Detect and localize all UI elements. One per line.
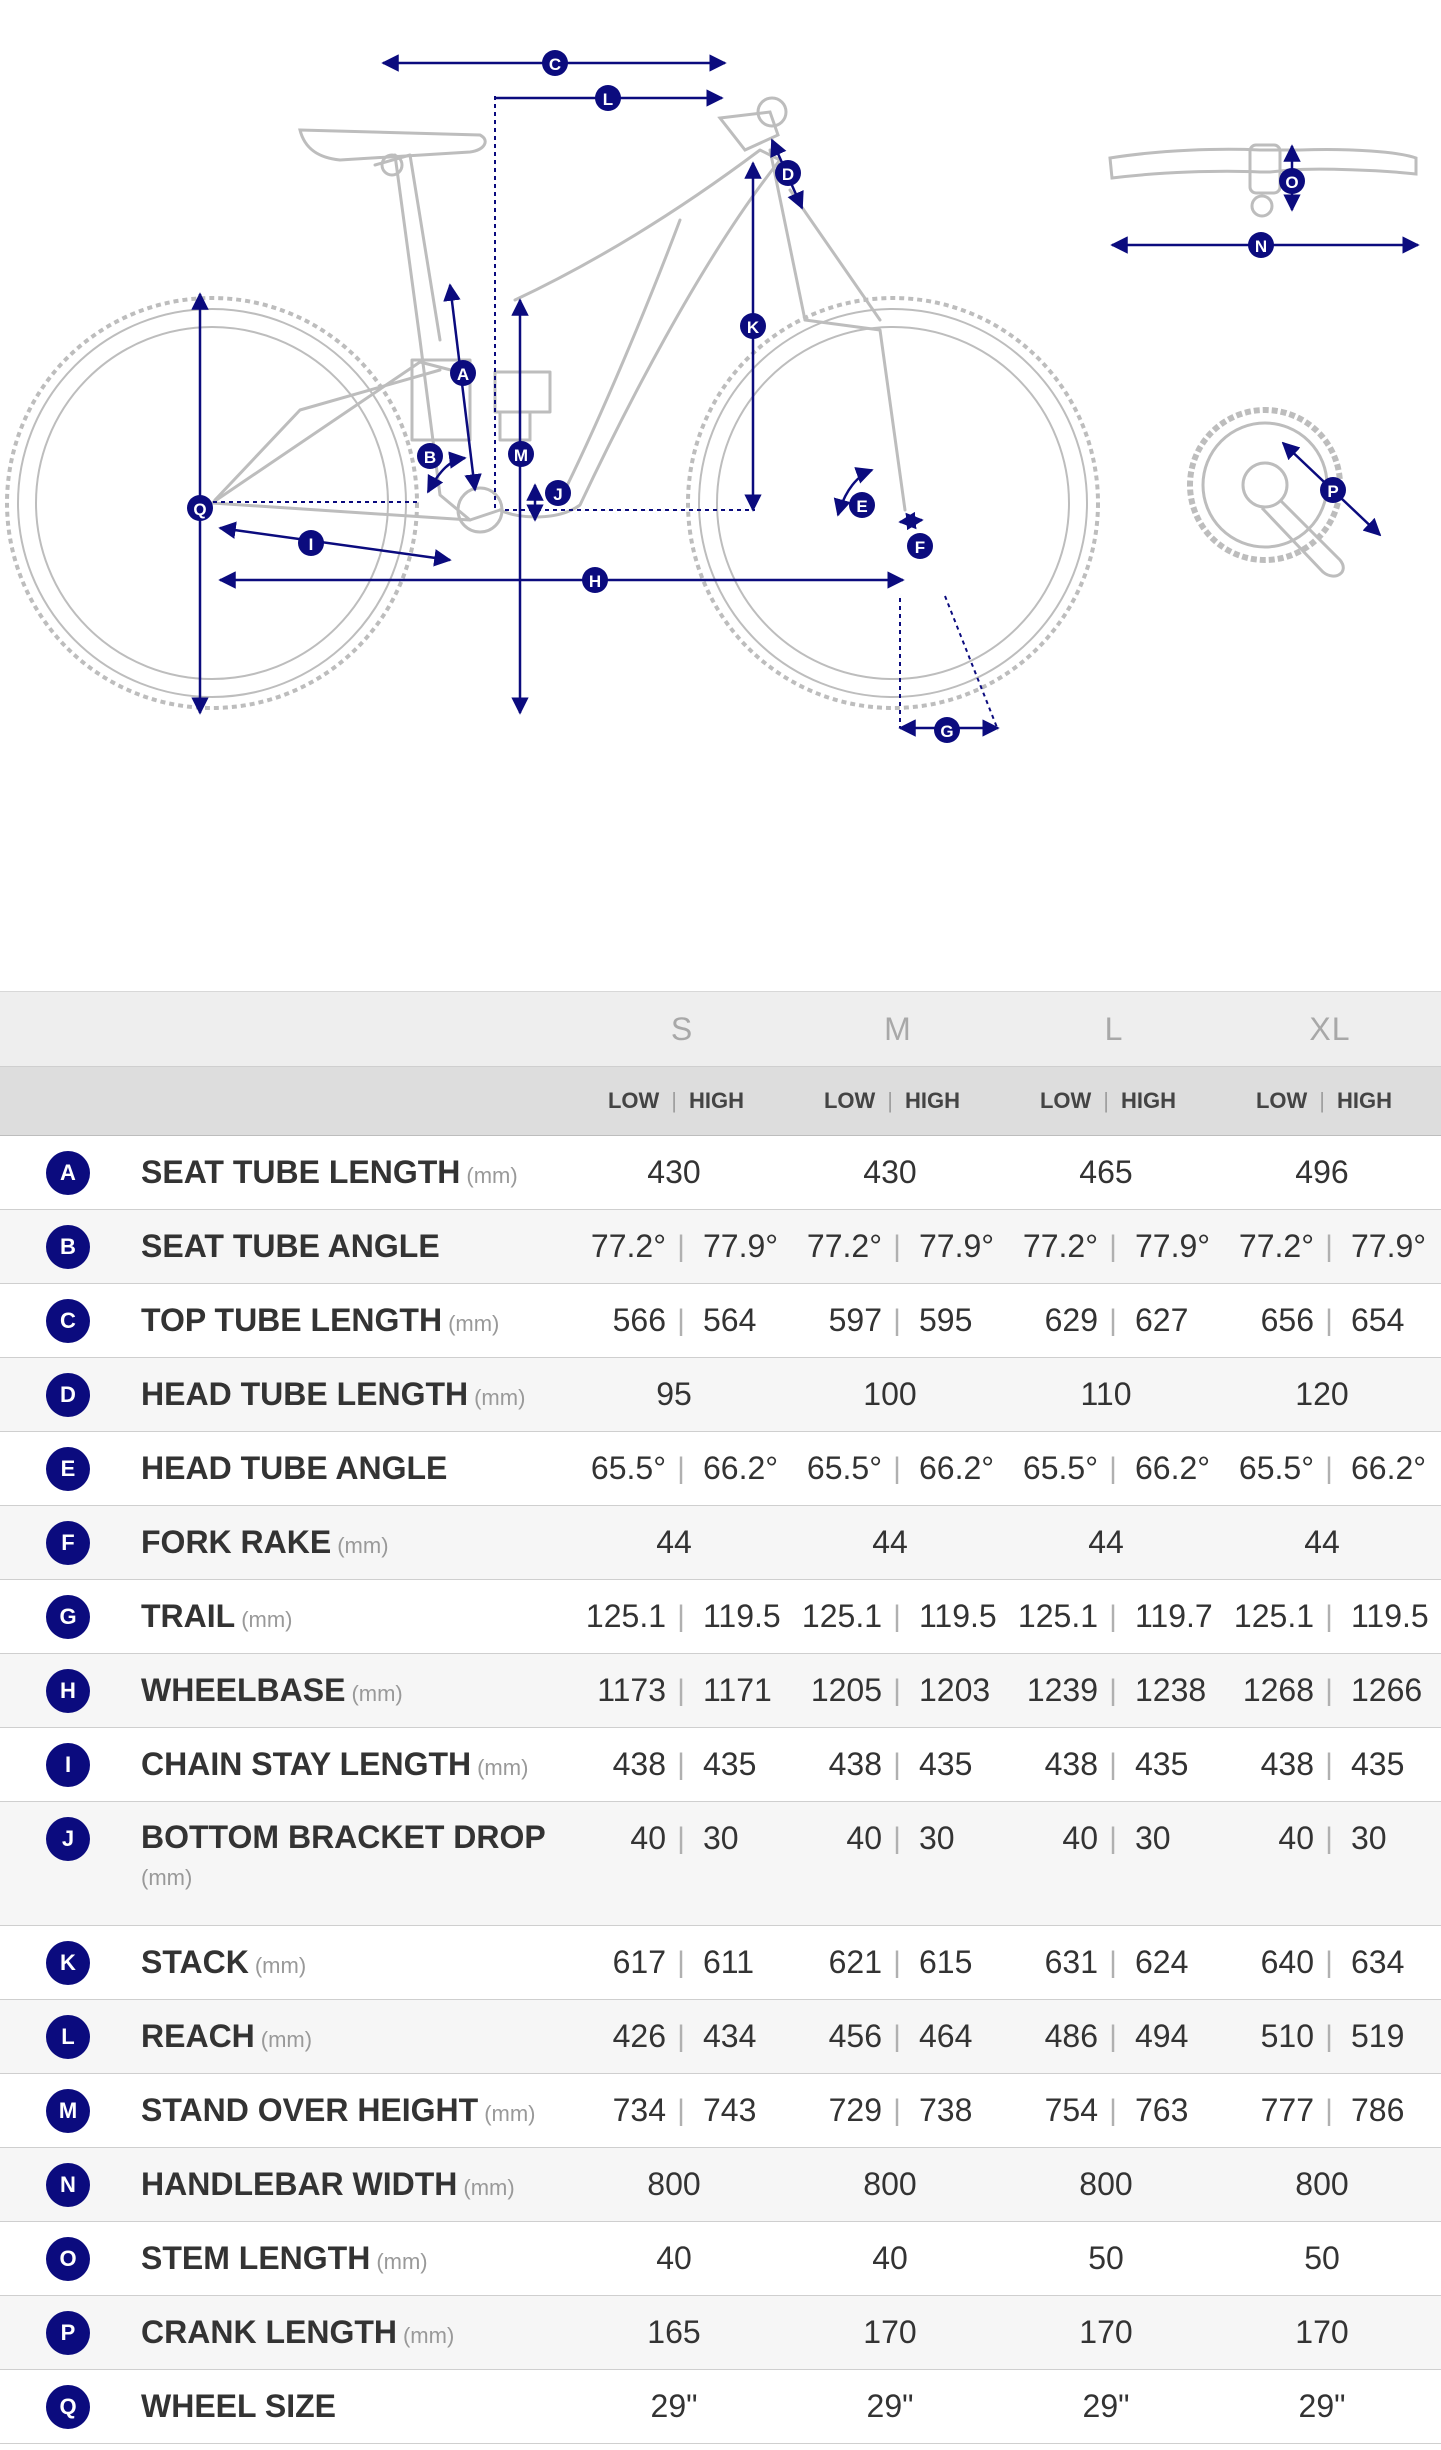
cell-separator: | [1325, 1230, 1333, 1263]
cell-separator: | [893, 1304, 901, 1337]
cell-high: 1238 [1135, 1672, 1207, 1708]
table-row [0, 1358, 1441, 1432]
row-badge: D [46, 1373, 90, 1417]
svg-text:J: J [553, 485, 563, 504]
row-label-text: REACH [141, 2018, 255, 2054]
cell-separator: | [893, 1748, 901, 1781]
cell-low: 631 [1044, 1944, 1098, 1980]
cell-value: 44 [1304, 1524, 1340, 1560]
cell-high: 30 [703, 1820, 739, 1856]
svg-text:N: N [1254, 237, 1268, 256]
cell-low: 1173 [597, 1672, 666, 1708]
cell-value: 50 [1304, 2240, 1340, 2276]
low-label: LOW [607, 1088, 660, 1113]
row-badge: G [46, 1595, 90, 1639]
marker-M [508, 441, 534, 467]
low-high-label [1216, 1067, 1432, 1135]
row-unit: (mm) [402, 2323, 455, 2348]
row-badge: N [46, 2163, 90, 2207]
cell-separator: | [677, 2020, 685, 2053]
reference-lines [213, 96, 998, 730]
cell-value: 465 [1079, 1154, 1133, 1190]
row-label-text: TOP TUBE LENGTH [141, 1302, 443, 1338]
cell-value: 800 [863, 2166, 917, 2202]
table-row [0, 2148, 1441, 2222]
svg-text:M: M [513, 446, 529, 465]
marker-I [298, 530, 324, 556]
cell-value: 44 [1088, 1524, 1124, 1560]
cell-high: 611 [703, 1944, 755, 1980]
size-label-s: S [670, 1011, 694, 1047]
cell-value: 170 [1079, 2314, 1133, 2350]
bike-geometry-diagram [0, 0, 1441, 990]
cell-separator: | [1325, 1600, 1333, 1633]
handlebar-detail [1110, 145, 1416, 216]
marker-H [582, 567, 608, 593]
cell-low: 125.1 [1017, 1598, 1098, 1634]
row-badge: B [46, 1225, 90, 1269]
row-label [141, 1506, 389, 1579]
row-badge: K [46, 1941, 90, 1985]
cell-high: 434 [703, 2018, 757, 2054]
row-label [141, 2074, 536, 2147]
marker-F [907, 533, 933, 559]
cell-high: 435 [1351, 1746, 1405, 1782]
marker-L [595, 85, 621, 111]
cell-separator: | [893, 1674, 901, 1707]
cell-separator: | [1109, 1822, 1117, 1855]
high-label: HIGH [905, 1088, 961, 1113]
cell-value: 800 [1079, 2166, 1133, 2202]
marker-Q [187, 495, 213, 521]
row-unit: (mm) [241, 1607, 293, 1632]
cell-separator: | [1109, 1600, 1117, 1633]
cell-separator: | [893, 2020, 901, 2053]
row-label-text: STEM LENGTH [141, 2240, 371, 2276]
table-row [0, 1728, 1441, 1802]
cell-high: 1266 [1351, 1672, 1423, 1708]
row-label-text: HANDLEBAR WIDTH [141, 2166, 458, 2202]
row-badge: I [46, 1743, 90, 1787]
cell-separator: | [1109, 1452, 1117, 1485]
row-badge: M [46, 2089, 90, 2133]
cell-value: 44 [872, 1524, 908, 1560]
row-label [141, 1284, 499, 1357]
saddle [300, 130, 485, 175]
row-label [141, 1580, 293, 1653]
row-label-text: STACK [141, 1944, 249, 1980]
svg-text:G: G [940, 722, 954, 741]
cell-separator: | [1109, 1946, 1117, 1979]
cell-high: 77.9° [1351, 1228, 1427, 1264]
row-unit: (mm) [376, 2249, 428, 2274]
low-high-label [784, 1067, 1000, 1135]
low-label: LOW [823, 1088, 876, 1113]
row-unit: (mm) [260, 2027, 313, 2052]
row-unit: (mm) [463, 2175, 515, 2200]
row-badge: F [46, 1521, 90, 1565]
row-badge: H [46, 1669, 90, 1713]
cell-high: 119.5 [703, 1598, 781, 1634]
high-label: HIGH [689, 1088, 745, 1113]
svg-text:C: C [548, 55, 562, 74]
cell-low: 125.1 [1233, 1598, 1314, 1634]
cell-value: 29" [866, 2388, 914, 2424]
separator: | [1319, 1088, 1326, 1113]
cell-separator: | [1109, 2094, 1117, 2127]
cell-high: 77.9° [703, 1228, 779, 1264]
cell-high: 30 [1135, 1820, 1171, 1856]
row-label-text: CRANK LENGTH [141, 2314, 397, 2350]
svg-text:Q: Q [193, 500, 207, 519]
cell-value: 95 [656, 1376, 692, 1412]
row-label [141, 2296, 454, 2369]
row-label [141, 2148, 515, 2221]
cell-separator: | [677, 1822, 685, 1855]
cell-separator: | [677, 1304, 685, 1337]
row-label [141, 1728, 528, 1801]
row-label [141, 1654, 403, 1727]
cell-low: 629 [1044, 1302, 1098, 1338]
svg-text:O: O [1285, 173, 1299, 192]
geometry-rows [0, 1136, 1441, 2444]
row-label [141, 1358, 525, 1431]
cell-low: 621 [828, 1944, 882, 1980]
cell-value: 800 [1295, 2166, 1349, 2202]
row-label-text: WHEELBASE [141, 1672, 346, 1708]
svg-text:E: E [856, 497, 868, 516]
row-label-text: HEAD TUBE ANGLE [141, 1450, 448, 1486]
cell-low: 456 [828, 2018, 882, 2054]
cell-high: 595 [919, 1302, 973, 1338]
cell-value: 29" [1082, 2388, 1130, 2424]
cell-high: 119.5 [1351, 1598, 1429, 1634]
cell-value: 29" [650, 2388, 698, 2424]
row-label [141, 2000, 312, 2073]
cell-separator: | [893, 1230, 901, 1263]
row-unit: (mm) [466, 1163, 518, 1188]
row-unit: (mm) [351, 1681, 403, 1706]
low-high-label [568, 1067, 784, 1135]
cell-separator: | [1325, 1822, 1333, 1855]
cell-separator: | [677, 1748, 685, 1781]
cell-value: 29" [1298, 2388, 1346, 2424]
cell-low: 1239 [1026, 1672, 1098, 1708]
table-row [0, 1802, 1441, 1926]
table-row [0, 2222, 1441, 2296]
cell-low: 77.2° [806, 1228, 882, 1264]
cell-separator: | [1325, 2094, 1333, 2127]
high-label: HIGH [1121, 1088, 1177, 1113]
cell-separator: | [677, 1674, 685, 1707]
marker-E [849, 492, 875, 518]
cell-separator: | [677, 2094, 685, 2127]
cell-separator: | [1325, 1748, 1333, 1781]
size-label-xl: XL [1309, 1011, 1351, 1047]
cell-separator: | [677, 1946, 685, 1979]
cell-low: 65.5° [806, 1450, 882, 1486]
table-row [0, 1926, 1441, 2000]
row-label-text: BOTTOM BRACKET DROP [141, 1819, 546, 1855]
row-unit: (mm) [254, 1953, 307, 1978]
cell-value: 110 [1080, 1376, 1132, 1412]
cell-value: 430 [647, 1154, 701, 1190]
cell-low: 40 [846, 1820, 882, 1856]
cell-high: 119.5 [919, 1598, 997, 1634]
separator: | [887, 1088, 894, 1113]
table-row [0, 2074, 1441, 2148]
cell-separator: | [677, 1452, 685, 1485]
low-high-label [1000, 1067, 1216, 1135]
cell-low: 640 [1260, 1944, 1314, 1980]
cell-low: 438 [1260, 1746, 1314, 1782]
cell-separator: | [1325, 1304, 1333, 1337]
cell-high: 654 [1351, 1302, 1405, 1338]
cell-high: 435 [703, 1746, 757, 1782]
row-badge: J [46, 1817, 90, 1861]
svg-text:H: H [588, 572, 602, 591]
row-label [141, 1926, 306, 1999]
cell-value: 50 [1088, 2240, 1124, 2276]
cell-low: 438 [1044, 1746, 1098, 1782]
marker-P [1320, 477, 1346, 503]
cell-low: 734 [612, 2092, 666, 2128]
cell-separator: | [893, 1946, 901, 1979]
marker-O [1279, 168, 1305, 194]
row-badge: C [46, 1299, 90, 1343]
size-label-m: M [884, 1011, 912, 1047]
table-row [0, 1506, 1441, 1580]
cockpit [720, 98, 786, 150]
cell-value: 44 [656, 1524, 692, 1560]
cell-low: 1268 [1242, 1672, 1314, 1708]
low-label: LOW [1255, 1088, 1308, 1113]
cell-separator: | [893, 1452, 901, 1485]
table-row [0, 1432, 1441, 1506]
row-unit: (mm) [474, 1385, 526, 1410]
cell-high: 30 [1351, 1820, 1387, 1856]
cell-value: 496 [1295, 1154, 1349, 1190]
cell-low: 510 [1260, 2018, 1314, 2054]
row-unit: (mm) [477, 1755, 529, 1780]
marker-C [542, 50, 568, 76]
high-label: HIGH [1337, 1088, 1393, 1113]
cell-low: 729 [828, 2092, 882, 2128]
cell-high: 519 [1351, 2018, 1405, 2054]
cell-high: 435 [1135, 1746, 1189, 1782]
cell-high: 66.2° [919, 1450, 995, 1486]
cell-separator: | [893, 1600, 901, 1633]
row-label-text: HEAD TUBE LENGTH [141, 1376, 469, 1412]
cell-low: 486 [1044, 2018, 1098, 2054]
cell-value: 170 [1295, 2314, 1349, 2350]
row-label-text: SEAT TUBE LENGTH [141, 1154, 461, 1190]
cell-value: 800 [647, 2166, 701, 2202]
cell-high: 435 [919, 1746, 973, 1782]
table-row [0, 2296, 1441, 2370]
cell-low: 438 [612, 1746, 666, 1782]
cell-value: 40 [656, 2240, 692, 2276]
row-badge: P [46, 2311, 90, 2355]
marker-B [417, 443, 443, 469]
row-badge: E [46, 1447, 90, 1491]
marker-A [450, 360, 476, 386]
cell-low: 77.2° [1238, 1228, 1314, 1264]
cell-high: 624 [1135, 1944, 1189, 1980]
size-header-row [0, 991, 1441, 1066]
cell-separator: | [1325, 1674, 1333, 1707]
cell-separator: | [1109, 2020, 1117, 2053]
marker-K [740, 313, 766, 339]
row-unit: (mm) [448, 1311, 500, 1336]
cell-low: 77.2° [1022, 1228, 1098, 1264]
marker-D [775, 160, 801, 186]
cell-high: 763 [1135, 2092, 1189, 2128]
cell-low: 65.5° [1022, 1450, 1098, 1486]
row-unit: (mm) [484, 2101, 536, 2126]
cell-high: 464 [919, 2018, 973, 2054]
cell-value: 100 [863, 1376, 917, 1412]
cell-value: 165 [647, 2314, 701, 2350]
cell-low: 426 [612, 2018, 666, 2054]
svg-text:D: D [781, 165, 795, 184]
cell-separator: | [677, 1600, 685, 1633]
cell-high: 1171 [703, 1672, 772, 1708]
svg-text:A: A [456, 365, 470, 384]
cell-high: 119.7 [1135, 1598, 1213, 1634]
cell-high: 627 [1135, 1302, 1189, 1338]
cell-high: 66.2° [1135, 1450, 1211, 1486]
svg-text:K: K [746, 318, 760, 337]
cell-separator: | [1109, 1748, 1117, 1781]
cell-high: 634 [1351, 1944, 1405, 1980]
cell-separator: | [1109, 1304, 1117, 1337]
row-badge: O [46, 2237, 90, 2281]
cell-separator: | [1325, 1946, 1333, 1979]
cell-low: 566 [612, 1302, 666, 1338]
separator: | [1103, 1088, 1110, 1113]
cell-separator: | [1109, 1230, 1117, 1263]
row-label-text: WHEEL SIZE [141, 2388, 336, 2424]
low-label: LOW [1039, 1088, 1092, 1113]
cell-high: 743 [703, 2092, 757, 2128]
cell-low: 40 [1062, 1820, 1098, 1856]
cell-separator: | [893, 2094, 901, 2127]
cell-low: 617 [612, 1944, 666, 1980]
cell-value: 430 [863, 1154, 917, 1190]
size-label-l: L [1104, 1011, 1124, 1047]
front-wheel [688, 298, 1098, 708]
table-row [0, 1210, 1441, 1284]
marker-N [1248, 232, 1274, 258]
row-label [141, 1210, 440, 1283]
cell-value: 40 [872, 2240, 908, 2276]
cell-high: 786 [1351, 2092, 1405, 2128]
cell-high: 494 [1135, 2018, 1189, 2054]
row-label [141, 1432, 447, 1505]
cell-high: 77.9° [1135, 1228, 1211, 1264]
crankset-detail [1190, 410, 1343, 576]
cell-high: 66.2° [1351, 1450, 1427, 1486]
row-label-text: SEAT TUBE ANGLE [141, 1228, 440, 1264]
row-label-text: TRAIL [141, 1598, 236, 1634]
cell-value: 170 [863, 2314, 917, 2350]
geometry-table [0, 991, 1441, 2444]
cell-low: 1205 [810, 1672, 882, 1708]
cell-high: 564 [703, 1302, 757, 1338]
row-label-text: STAND OVER HEIGHT [141, 2092, 479, 2128]
cell-high: 77.9° [919, 1228, 995, 1264]
cell-value: 120 [1295, 1376, 1349, 1412]
cell-low: 125.1 [801, 1598, 882, 1634]
table-row [0, 1136, 1441, 1210]
cell-separator: | [1325, 1452, 1333, 1485]
cell-separator: | [677, 1230, 685, 1263]
marker-G [934, 717, 960, 743]
table-row [0, 2370, 1441, 2444]
row-badge: L [46, 2015, 90, 2059]
cell-low: 656 [1260, 1302, 1314, 1338]
cell-low: 125.1 [585, 1598, 666, 1634]
table-row [0, 1284, 1441, 1358]
cell-high: 615 [919, 1944, 973, 1980]
row-badge: A [46, 1151, 90, 1195]
cell-low: 597 [828, 1302, 882, 1338]
cell-high: 66.2° [703, 1450, 779, 1486]
svg-text:B: B [423, 448, 437, 467]
cell-low: 40 [1278, 1820, 1314, 1856]
svg-text:I: I [308, 535, 314, 554]
low-high-header-row [0, 1066, 1441, 1136]
svg-text:F: F [914, 538, 926, 557]
cell-separator: | [1109, 1674, 1117, 1707]
row-label [141, 2370, 336, 2443]
row-badge: Q [46, 2385, 90, 2429]
cell-low: 65.5° [1238, 1450, 1314, 1486]
cell-low: 65.5° [590, 1450, 666, 1486]
row-label-text: FORK RAKE [141, 1524, 332, 1560]
table-row [0, 1654, 1441, 1728]
cell-high: 30 [919, 1820, 955, 1856]
table-row [0, 1580, 1441, 1654]
cell-low: 40 [630, 1820, 666, 1856]
row-label [141, 1136, 518, 1209]
cell-low: 77.2° [590, 1228, 666, 1264]
cell-high: 1203 [919, 1672, 991, 1708]
cell-low: 754 [1044, 2092, 1098, 2128]
svg-text:P: P [1327, 482, 1339, 501]
row-label [141, 2222, 428, 2295]
cell-low: 777 [1260, 2092, 1314, 2128]
row-label [141, 1816, 561, 1898]
cell-separator: | [893, 1822, 901, 1855]
svg-text:L: L [602, 90, 614, 109]
cell-low: 438 [828, 1746, 882, 1782]
cell-separator: | [1325, 2020, 1333, 2053]
marker-J [545, 480, 571, 506]
row-unit: (mm) [337, 1533, 389, 1558]
table-row [0, 2000, 1441, 2074]
row-label-text: CHAIN STAY LENGTH [141, 1746, 472, 1782]
row-unit: (mm) [141, 1865, 193, 1890]
cell-high: 738 [919, 2092, 973, 2128]
separator: | [671, 1088, 678, 1113]
